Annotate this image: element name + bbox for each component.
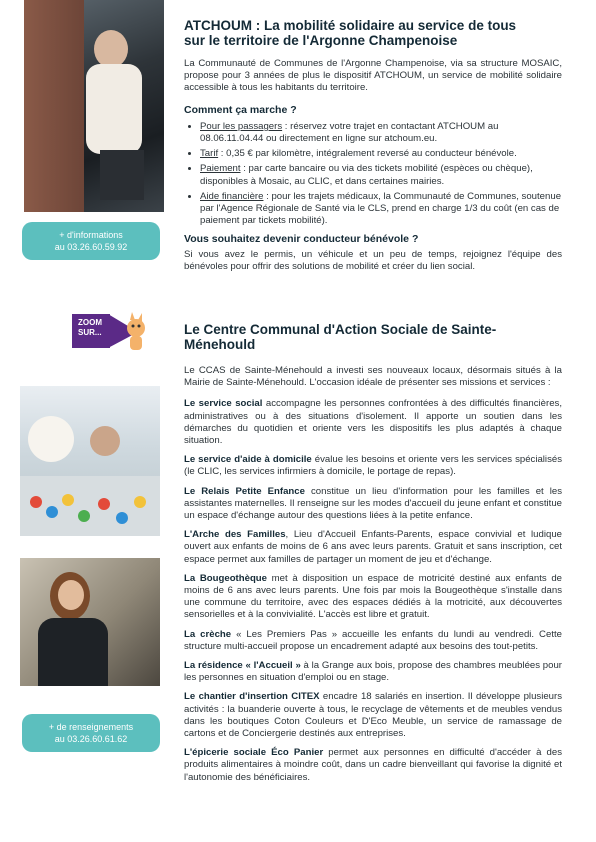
service-name: L'épicerie sociale Éco Panier — [184, 747, 324, 759]
how-heading: Comment ça marche ? — [184, 103, 297, 116]
service-text: constitue un lieu d'information pour les familles et les assistantes maternelles. Il renseigne sur les modes d'accueil du jeune enfant et constitue un espace d'échange autour des questions liées à la petite enfance. — [184, 485, 563, 522]
list-item — [200, 148, 562, 160]
volunteer-text: Si vous avez le permis, un véhicule et un peu de temps, rejoignez l'équipe des bénévoles pour offrir des solutions de mobilité et créer du lien social. — [184, 248, 562, 272]
service-item — [184, 398, 562, 447]
service-item — [184, 486, 562, 523]
title-line: ATCHOUM : La mobilité solidaire au service de tous — [184, 18, 517, 33]
info-phone: au 03.26.60.61.62 — [54, 734, 128, 744]
bullet-label: Pour les passagers — [200, 120, 283, 132]
atchoum-section — [184, 18, 562, 273]
service-item — [184, 529, 562, 566]
volunteer-heading: Vous souhaitez devenir conducteur bénévole ? — [184, 233, 419, 246]
service-name: Le chantier d'insertion CITEX — [184, 691, 320, 703]
bullet-text: : par carte bancaire ou via des tickets mobilité (espèces ou chèque), disponibles à Mosaic, au CLIC, et dans certaines mairies. — [200, 163, 533, 187]
info-contact-ccas[interactable] — [22, 714, 160, 752]
photo-mobility-passenger — [24, 0, 164, 212]
service-text: accompagne les personnes confrontées à des difficultés financières, administratives ou à des situations d'isolement. Il apporte un soutien dans les démarches du quotidien et oriente vers les dispositifs les plus adaptés à chaque situation. — [184, 398, 562, 447]
info-label: + d'informations — [59, 230, 123, 240]
list-item — [200, 121, 562, 145]
service-item — [184, 747, 562, 784]
service-item — [184, 454, 562, 478]
service-text: évalue les besoins et oriente vers les services spécialisés (le CLIC, les services infirmiers à domicile, le portage de repas). — [184, 454, 562, 478]
service-name: Le service social — [184, 398, 263, 410]
service-name: La Bougeothèque — [184, 572, 268, 584]
photo-children-playroom — [20, 386, 160, 536]
atchoum-intro: La Communauté de Communes de l'Argonne Champenoise, via sa structure MOSAIC, propose pour 3 années de plus le dispositif ATCHOUM, un service de mobilité solidaire accessible à tous les habitants du territoire. — [184, 58, 562, 94]
zoom-label: ZOOM — [78, 318, 102, 327]
service-item — [184, 691, 562, 740]
list-item — [200, 191, 562, 228]
title-line: sur le territoire de l'Argonne Champenoise — [184, 33, 458, 48]
service-name: La crèche — [184, 628, 232, 640]
mascot-icon — [108, 312, 150, 358]
photo-social-worker — [20, 558, 160, 686]
service-name: La résidence « l'Accueil » — [184, 660, 301, 672]
info-contact-atchoum[interactable] — [22, 222, 160, 260]
service-text: encadre 18 salariés en insertion. Il développe plusieurs activités : la buanderie ouverte à tous, le recyclage de vêtements et de meubles vendus dans les boutiques Coton Couleurs et D'Eco Meuble, un service de ramassage de cartons et de Conciergerie destinés aux entreprises. — [184, 691, 562, 740]
bullet-text: : 0,35 € par kilomètre, intégralement reversé au conducteur bénévole. — [218, 148, 517, 160]
zoom-badge — [72, 314, 110, 348]
list-item — [200, 163, 562, 187]
service-text: à la Grange aux bois, propose des chambres meublées pour les personnes en situation d'emploi ou en stage. — [184, 660, 563, 684]
service-text: met à disposition un espace de motricité destiné aux enfants de moins de 6 ans avec leurs parents. Une fois par mois la Bougeothèque s'installe dans une commune du territoire, avec des espaces dédiés à la motricité, aux découvertes sensorielles et à la convivialité. L'accès est libre et gratuit. — [184, 572, 562, 621]
info-label: + de renseignements — [48, 722, 134, 732]
service-item — [184, 629, 562, 653]
service-text: , Lieu d'Accueil Enfants-Parents, espace convivial et ludique ouvert aux enfants de moins de 6 ans avec leurs parents. Gratuit et sans inscription, cet espace permet aux familles de partager un moment de jeu et d'échange. — [184, 529, 562, 565]
bullet-label: Tarif — [200, 148, 219, 160]
bullet-label: Paiement — [200, 163, 241, 175]
info-phone: au 03.26.60.59.92 — [54, 242, 128, 252]
zoom-sublabel: SUR... — [78, 328, 102, 337]
service-name: Le service d'aide à domicile — [184, 454, 312, 466]
bullet-label: Aide financière — [200, 190, 264, 202]
service-item — [184, 660, 562, 684]
ccas-intro: Le CCAS de Sainte-Ménehould a investi ses nouveaux locaux, désormais situés à la Mairie de Sainte-Ménehould. L'occasion idéale de présenter ses missions et services : — [184, 365, 562, 389]
atchoum-title — [184, 18, 562, 48]
how-list — [184, 121, 562, 228]
service-text: « Les Premiers Pas » accueille les enfants du lundi au vendredi. Cette structure multi-accueil propose un encadrement adapté aux besoins des tout-petits. — [184, 628, 562, 652]
service-name: Le Relais Petite Enfance — [184, 485, 305, 497]
service-name: L'Arche des Familles — [184, 529, 286, 541]
bullet-text: : pour les trajets médicaux, la Communauté de Communes, soutenue par l'Agence Régionale de Santé via le CLS, prend en charge 1/3 du coût (en cas de paiement par tickets mobilité). — [200, 190, 562, 227]
ccas-section — [184, 322, 562, 784]
service-text: permet aux personnes en difficulté d'accéder à des produits alimentaires à moindre coût, dans un cadre bienveillant qui favorise la dignité et l'autonomie des bénéficiaires. — [184, 747, 562, 783]
service-item — [184, 573, 562, 622]
bullet-text: : réservez votre trajet en contactant ATCHOUM au 08.06.11.04.44 ou directement en ligne sur atchoum.eu. — [200, 120, 499, 145]
ccas-title: Le Centre Communal d'Action Sociale de Sainte-Ménehould — [184, 322, 497, 352]
